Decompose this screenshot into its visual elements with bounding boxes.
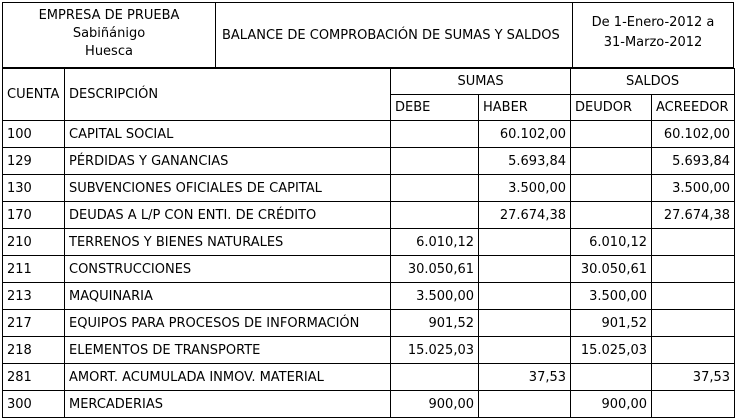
cell-cuenta: 217 [3, 310, 65, 337]
company-block [2, 2, 216, 68]
table-row [3, 202, 735, 229]
col-header-descripcion: DESCRIPCIÓN [65, 69, 391, 121]
cell-haber: 5.693,84 [479, 148, 571, 175]
cell-descripcion: MAQUINARIA [65, 283, 391, 310]
report-title: BALANCE DE COMPROBACIÓN DE SUMAS Y SALDOS [222, 27, 560, 43]
col-header-debe: DEBE [391, 95, 479, 121]
table-row [3, 229, 735, 256]
table-row [3, 175, 735, 202]
cell-acreedor: 3.500,00 [652, 175, 735, 202]
table-row [3, 121, 735, 148]
balance-table-body [3, 69, 735, 418]
cell-deudor: 901,52 [571, 310, 652, 337]
cell-debe [391, 121, 479, 148]
cell-haber [479, 310, 571, 337]
cell-debe [391, 175, 479, 202]
cell-cuenta: 130 [3, 175, 65, 202]
table-row [3, 337, 735, 364]
cell-debe: 15.025,03 [391, 337, 479, 364]
cell-debe [391, 364, 479, 391]
header-row-groups [3, 69, 735, 95]
cell-acreedor [652, 337, 735, 364]
group-header-saldos: SALDOS [571, 69, 735, 95]
cell-debe: 30.050,61 [391, 256, 479, 283]
cell-descripcion: TERRENOS Y BIENES NATURALES [65, 229, 391, 256]
cell-deudor [571, 364, 652, 391]
cell-cuenta: 211 [3, 256, 65, 283]
company-city: Sabiñánigo [72, 26, 146, 41]
cell-debe: 6.010,12 [391, 229, 479, 256]
cell-deudor: 3.500,00 [571, 283, 652, 310]
table-row [3, 283, 735, 310]
cell-acreedor [652, 283, 735, 310]
cell-descripcion: MERCADERIAS [65, 391, 391, 418]
cell-cuenta: 100 [3, 121, 65, 148]
table-row [3, 364, 735, 391]
cell-haber [479, 229, 571, 256]
group-header-sumas: SUMAS [391, 69, 571, 95]
company-name: EMPRESA DE PRUEBA [38, 8, 180, 23]
company-province: Huesca [85, 44, 133, 59]
table-row [3, 310, 735, 337]
cell-descripcion: PÉRDIDAS Y GANANCIAS [65, 148, 391, 175]
cell-descripcion: ELEMENTOS DE TRANSPORTE [65, 337, 391, 364]
cell-acreedor [652, 229, 735, 256]
cell-deudor: 30.050,61 [571, 256, 652, 283]
cell-deudor [571, 121, 652, 148]
cell-acreedor: 37,53 [652, 364, 735, 391]
cell-descripcion: AMORT. ACUMULADA INMOV. MATERIAL [65, 364, 391, 391]
col-header-cuenta: CUENTA [3, 69, 65, 121]
cell-acreedor [652, 310, 735, 337]
cell-cuenta: 170 [3, 202, 65, 229]
col-header-haber: HABER [479, 95, 571, 121]
cell-deudor: 900,00 [571, 391, 652, 418]
cell-acreedor: 5.693,84 [652, 148, 735, 175]
cell-descripcion: CAPITAL SOCIAL [65, 121, 391, 148]
table-row [3, 391, 735, 418]
cell-acreedor [652, 256, 735, 283]
cell-debe: 901,52 [391, 310, 479, 337]
cell-haber [479, 283, 571, 310]
cell-deudor [571, 175, 652, 202]
cell-descripcion: EQUIPOS PARA PROCESOS DE INFORMACIÓN [65, 310, 391, 337]
cell-debe: 3.500,00 [391, 283, 479, 310]
cell-haber: 3.500,00 [479, 175, 571, 202]
cell-deudor [571, 148, 652, 175]
cell-deudor: 15.025,03 [571, 337, 652, 364]
cell-debe [391, 148, 479, 175]
period-start: De 1-Enero-2012 a [591, 15, 715, 30]
cell-cuenta: 218 [3, 337, 65, 364]
cell-acreedor: 27.674,38 [652, 202, 735, 229]
cell-deudor [571, 202, 652, 229]
cell-haber: 37,53 [479, 364, 571, 391]
cell-cuenta: 213 [3, 283, 65, 310]
cell-haber [479, 256, 571, 283]
period-end: 31-Marzo-2012 [603, 35, 703, 50]
cell-haber: 27.674,38 [479, 202, 571, 229]
cell-haber: 60.102,00 [479, 121, 571, 148]
cell-cuenta: 281 [3, 364, 65, 391]
cell-haber [479, 391, 571, 418]
cell-debe [391, 202, 479, 229]
col-header-acreedor: ACREEDOR [652, 95, 735, 121]
cell-descripcion: DEUDAS A L/P CON ENTI. DE CRÉDITO [65, 202, 391, 229]
cell-haber [479, 337, 571, 364]
period-block [572, 2, 734, 68]
col-header-deudor: DEUDOR [571, 95, 652, 121]
cell-descripcion: CONSTRUCCIONES [65, 256, 391, 283]
report-header [2, 2, 734, 68]
cell-deudor: 6.010,12 [571, 229, 652, 256]
cell-cuenta: 210 [3, 229, 65, 256]
table-row [3, 256, 735, 283]
cell-cuenta: 300 [3, 391, 65, 418]
cell-descripcion: SUBVENCIONES OFICIALES DE CAPITAL [65, 175, 391, 202]
table-row [3, 148, 735, 175]
cell-acreedor: 60.102,00 [652, 121, 735, 148]
cell-acreedor [652, 391, 735, 418]
balance-table [2, 68, 735, 418]
report-title-block [215, 2, 573, 68]
cell-debe: 900,00 [391, 391, 479, 418]
cell-cuenta: 129 [3, 148, 65, 175]
